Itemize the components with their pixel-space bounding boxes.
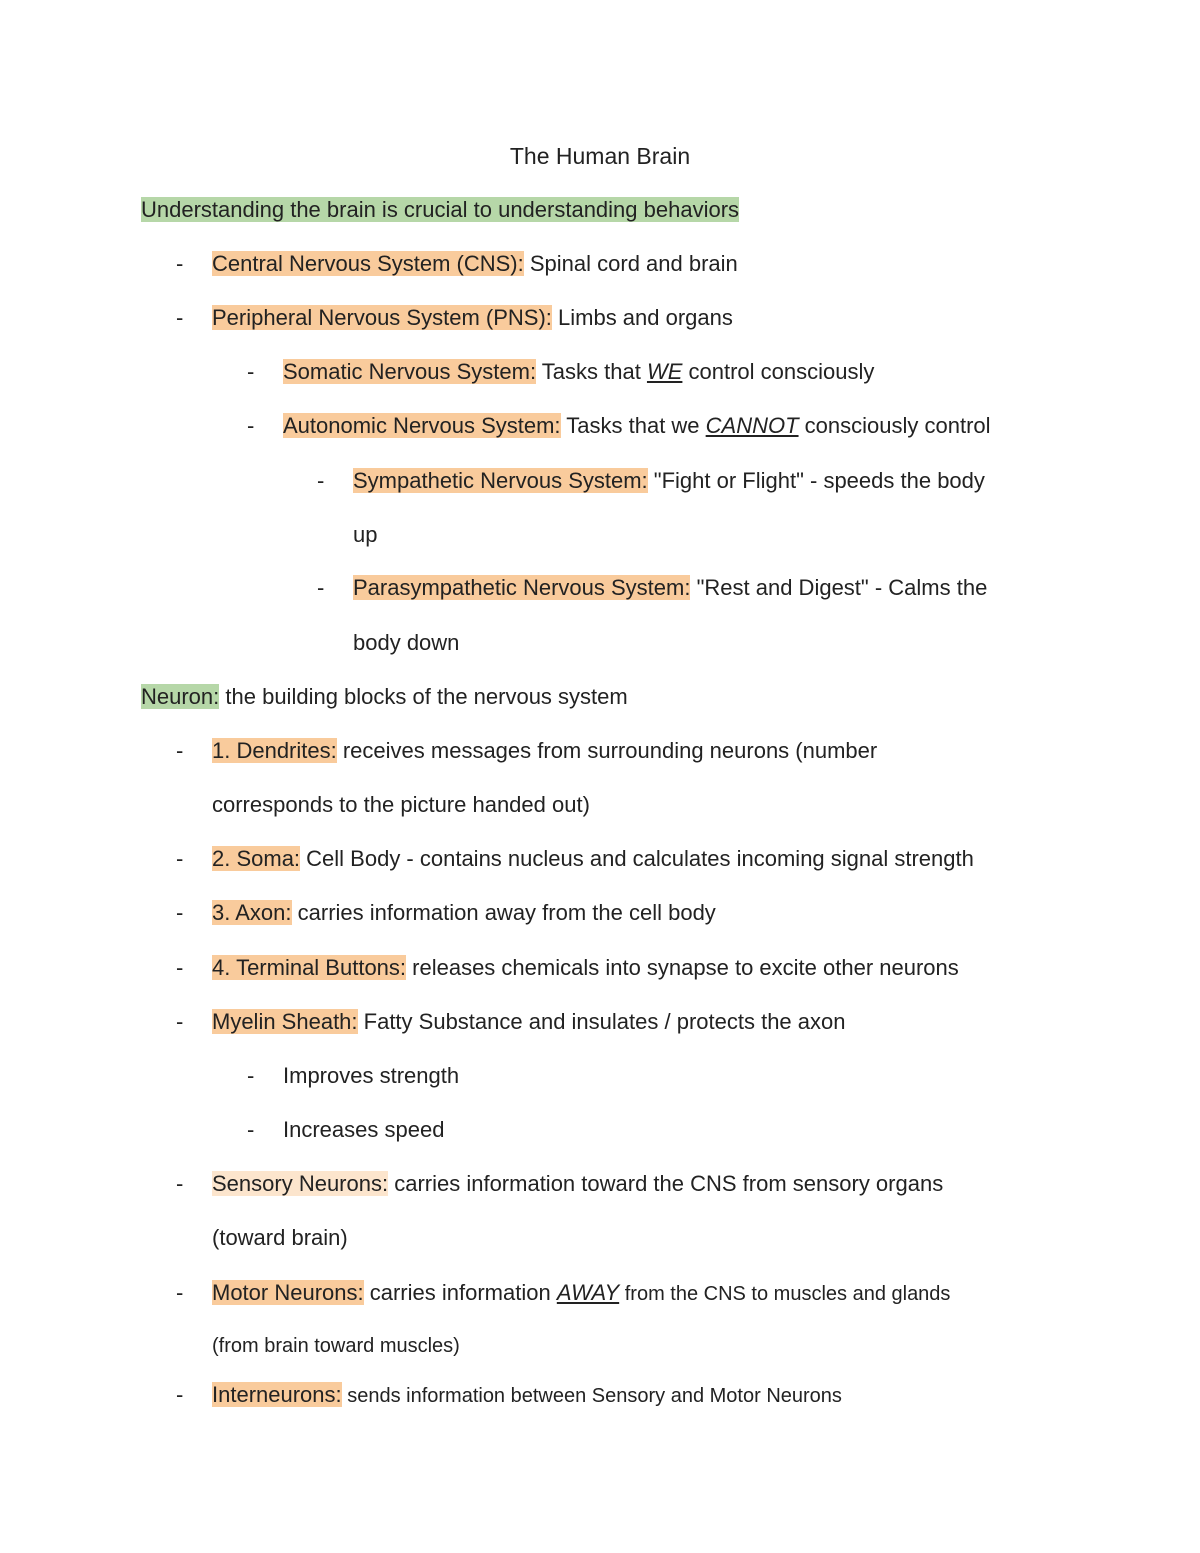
axon-desc: carries information away from the cell body	[291, 900, 716, 925]
somatic-item	[283, 356, 874, 388]
parasympathetic-continuation: body down	[353, 630, 460, 655]
pns-term: Peripheral Nervous System (PNS):	[212, 305, 552, 330]
sensory-item	[212, 1168, 943, 1200]
soma-term: 2. Soma:	[212, 846, 301, 871]
terminal-term: 4. Terminal Buttons:	[212, 955, 407, 980]
terminal-item	[212, 952, 959, 984]
bullet-dash: -	[247, 1063, 255, 1088]
parasympathetic-term: Parasympathetic Nervous System:	[353, 575, 691, 600]
soma-item	[212, 843, 974, 875]
cns-term: Central Nervous System (CNS):	[212, 251, 524, 276]
sympathetic-desc: "Fight or Flight" - speeds the body	[647, 468, 985, 493]
parasympathetic-item	[353, 572, 987, 604]
neuron-term: Neuron:	[141, 684, 220, 709]
intro-highlight: Understanding the brain is crucial to understanding behaviors	[141, 197, 740, 222]
bullet-dash: -	[176, 955, 184, 980]
parasympathetic-desc: "Rest and Digest" - Calms the	[690, 575, 988, 600]
motor-desc-b: from the CNS to muscles and glands	[619, 1283, 951, 1305]
neuron-desc: the building blocks of the nervous system	[219, 684, 628, 709]
terminal-desc: releases chemicals into synapse to excite other neurons	[406, 955, 959, 980]
pns-desc: Limbs and organs	[551, 305, 733, 330]
myelin-term: Myelin Sheath:	[212, 1009, 358, 1034]
sensory-term: Sensory Neurons:	[212, 1171, 389, 1196]
autonomic-term: Autonomic Nervous System:	[283, 413, 561, 438]
somatic-term: Somatic Nervous System:	[283, 359, 537, 384]
sensory-continuation: (toward brain)	[212, 1225, 348, 1250]
motor-item	[212, 1277, 950, 1310]
bullet-dash: -	[176, 900, 184, 925]
bullet-dash: -	[247, 413, 255, 438]
autonomic-desc-a: Tasks that we	[560, 413, 706, 438]
improves-item: Improves strength	[283, 1063, 460, 1088]
autonomic-desc-b: consciously control	[798, 413, 991, 438]
somatic-desc-b: control consciously	[682, 359, 875, 384]
motor-emphasis: AWAY	[556, 1280, 620, 1305]
bullet-dash: -	[176, 1171, 184, 1196]
autonomic-item	[283, 410, 991, 442]
inter-term: Interneurons:	[212, 1382, 342, 1407]
bullet-dash: -	[247, 359, 255, 384]
sensory-desc: carries information toward the CNS from sensory organs	[388, 1171, 944, 1196]
dendrites-item	[212, 735, 877, 767]
bullet-dash: -	[247, 1117, 255, 1142]
cns-item	[212, 248, 738, 280]
bullet-dash: -	[176, 305, 184, 330]
pns-item	[212, 302, 733, 334]
bullet-dash: -	[176, 251, 184, 276]
axon-term: 3. Axon:	[212, 900, 292, 925]
bullet-dash: -	[176, 1280, 184, 1305]
sympathetic-item	[353, 465, 985, 497]
soma-desc: Cell Body - contains nucleus and calculates incoming signal strength	[300, 846, 974, 871]
autonomic-emphasis: CANNOT	[705, 413, 799, 438]
intro-line	[141, 194, 739, 226]
bullet-dash: -	[317, 468, 325, 493]
bullet-dash: -	[317, 575, 325, 600]
myelin-item	[212, 1006, 845, 1038]
increases-item: Increases speed	[283, 1117, 445, 1142]
bullet-dash: -	[176, 738, 184, 763]
motor-continuation: (from brain toward muscles)	[212, 1335, 460, 1357]
dendrites-term: 1. Dendrites:	[212, 738, 337, 763]
bullet-dash: -	[176, 846, 184, 871]
neuron-line	[141, 681, 628, 713]
sympathetic-continuation: up	[353, 522, 378, 547]
page-title: The Human Brain	[509, 143, 691, 169]
inter-desc: sends information between Sensory and Motor Neurons	[341, 1385, 842, 1407]
dendrites-desc: receives messages from surrounding neurons (number	[336, 738, 878, 763]
sympathetic-term: Sympathetic Nervous System:	[353, 468, 648, 493]
dendrites-continuation: corresponds to the picture handed out)	[212, 792, 590, 817]
myelin-desc: Fatty Substance and insulates / protects the axon	[357, 1009, 846, 1034]
bullet-dash: -	[176, 1009, 184, 1034]
axon-item	[212, 897, 716, 929]
somatic-desc-a: Tasks that	[536, 359, 647, 384]
motor-desc-a: carries information	[363, 1280, 557, 1305]
bullet-dash: -	[176, 1382, 184, 1407]
motor-term: Motor Neurons:	[212, 1280, 364, 1305]
inter-item	[212, 1379, 842, 1412]
cns-desc: Spinal cord and brain	[523, 251, 738, 276]
somatic-emphasis: WE	[646, 359, 683, 384]
